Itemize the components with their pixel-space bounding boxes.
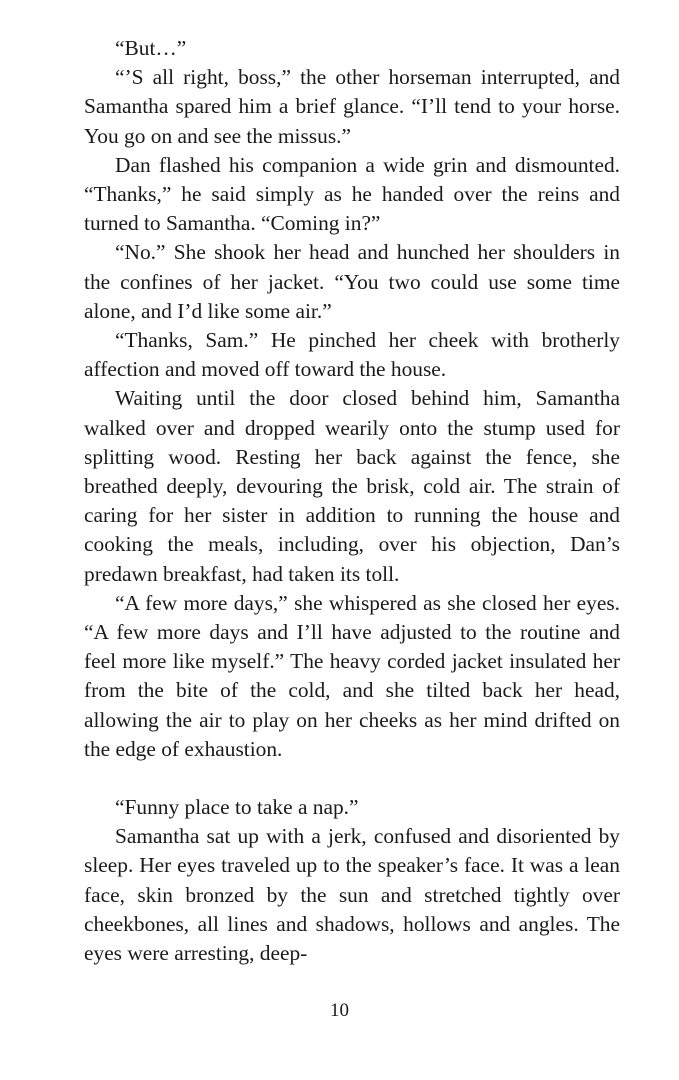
paragraph: “Thanks, Sam.” He pinched her cheek with brotherly affection and moved off toward the house. <box>84 328 620 382</box>
page-body <box>84 34 620 968</box>
paragraph: “No.” She shook her head and hunched her shoulders in the confines of her jacket. “You two could use some time alone, and I’d like some air.” <box>84 240 620 323</box>
paragraph: “’S all right, boss,” the other horseman interrupted, and Samantha spared him a brief glance. “I’ll tend to your horse. You go on and see the missus.” <box>84 65 620 148</box>
paragraph: Waiting until the door closed behind him, Samantha walked over and dropped wearily onto the stump used for splitting wood. Resting her back against the fence, she breathed deeply, devouring the brisk, cold air. The strain of caring for her sister in addition to running the house and cooking the meals, including, over his objection, Dan’s predawn breakfast, had taken its toll. <box>84 386 620 586</box>
paragraph: “But…” <box>115 36 187 60</box>
page-number: 10 <box>330 1000 349 1021</box>
paragraph: “Funny place to take a nap.” <box>115 795 359 820</box>
paragraph: Samantha sat up with a jerk, confused and disoriented by sleep. Her eyes traveled up to the speaker’s face. It was a lean face, skin bronzed by the sun and stretched tightly over cheekbones, all lines and shadows, hollows and angles. The eyes were arresting, deep- <box>84 824 620 966</box>
paragraph: “A few more days,” she whispered as she closed her eyes. “A few more days and I’ll have adjusted to the routine and feel more like myself.” The heavy corded jacket insulated her from the bite of the cold, and she tilted back her head, allowing the air to play on her cheeks as her mind drifted on the edge of exhaustion. <box>84 590 620 761</box>
paragraph: Dan flashed his companion a wide grin and dismounted. “Thanks,” he said simply as he handed over the reins and turned to Samantha. “Coming in?” <box>84 152 620 236</box>
